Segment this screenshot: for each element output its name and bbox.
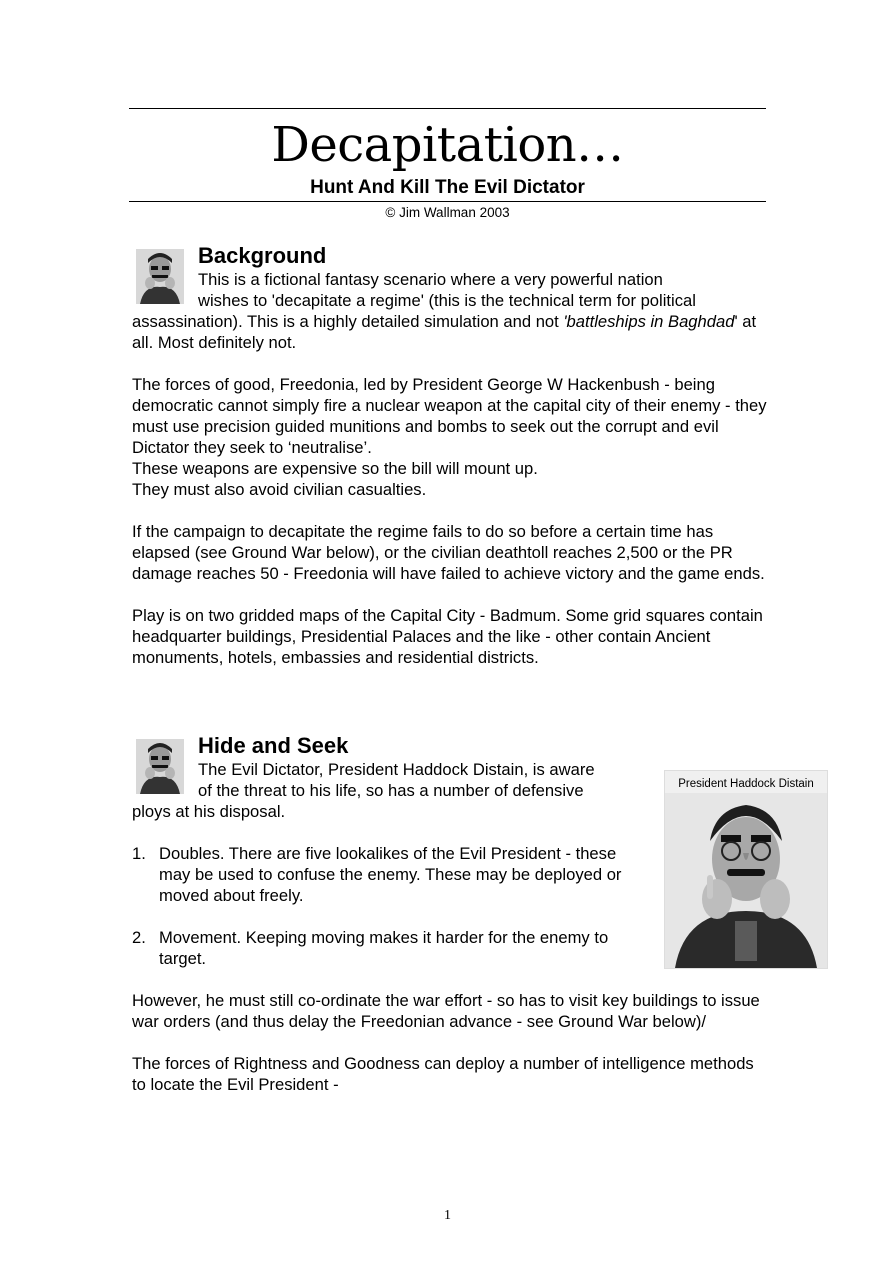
defensive-ploys-list: [132, 843, 642, 969]
hide-line-2: of the threat to his life, so has a number of defensive: [198, 781, 584, 800]
hide-and-seek-heading: Hide and Seek: [198, 733, 349, 758]
author-portrait-icon: [136, 249, 184, 304]
dictator-portrait-image: [665, 771, 827, 968]
list-item: [132, 843, 642, 906]
list-item: [132, 927, 642, 969]
background-header: [132, 243, 772, 311]
background-paragraph-2c: They must also avoid civilian casualties.: [132, 480, 427, 499]
hide-paragraph-2: However, he must still co-ordinate the war effort - so has to visit key buildings to issue war orders (and thus delay the Freedonian advance - see Ground War below)/: [132, 991, 760, 1031]
hide-line-3: ploys at his disposal.: [132, 802, 286, 821]
copyright-notice: © Jim Wallman 2003: [385, 205, 510, 220]
background-heading: Background: [198, 243, 327, 268]
background-line-3: [132, 311, 772, 353]
dictator-photo: [664, 770, 828, 969]
background-paragraph-3: If the campaign to decapitate the regime fails to do so before a certain time has elapsed (see Ground War below), or the civilian deathtoll reaches 2,500 or the PR damage reaches 50 - Freedonia will have failed to achieve victory and the game ends.: [132, 522, 765, 583]
background-line-1: This is a fictional fantasy scenario where a very powerful nation: [198, 270, 663, 289]
background-paragraph-4: Play is on two gridded maps of the Capital City - Badmum. Some grid squares contain headquarter buildings, Presidential Palaces and the like - other contain Ancient monuments, hotels, embassies and residential districts.: [132, 606, 763, 667]
document-subtitle: Hunt And Kill The Evil Dictator: [310, 177, 585, 198]
author-portrait-icon: [136, 739, 184, 794]
list-number: 2.: [132, 928, 146, 947]
background-section: [132, 243, 772, 668]
background-paragraph-2b: These weapons are expensive so the bill will mount up.: [132, 459, 538, 478]
background-line-3-tail: ' at all. Most definitely not.: [132, 312, 757, 352]
background-line-2: wishes to 'decapitate a regime' (this is the technical term for political: [198, 291, 696, 310]
background-paragraph-2: The forces of good, Freedonia, led by President George W Hackenbush - being democratic cannot simply fire a nuclear weapon at the capital city of their enemy - they must use precision guided munitions and bombs to seek out the corrupt and evil Dictator they seek to ‘neutralise’.: [132, 375, 767, 457]
subtitle-rule: [129, 201, 766, 202]
background-italic-phrase: 'battleships in Baghdad: [563, 312, 735, 331]
top-rule: [129, 108, 766, 109]
list-item-text: Doubles. There are five lookalikes of the Evil President - these may be used to confuse the enemy. These may be deployed or moved about freely.: [159, 844, 622, 905]
page-number: 1: [444, 1208, 451, 1223]
hide-paragraph-3: The forces of Rightness and Goodness can deploy a number of intelligence methods to locate the Evil President -: [132, 1054, 754, 1094]
list-item-text: Movement. Keeping moving makes it harder for the enemy to target.: [159, 928, 609, 968]
photo-caption: President Haddock Distain: [678, 778, 814, 790]
background-line-3-text: assassination). This is a highly detailed simulation and not: [132, 312, 564, 331]
hide-line-1: The Evil Dictator, President Haddock Distain, is aware: [198, 760, 595, 779]
document-title: Decapitation…: [271, 117, 624, 173]
list-number: 1.: [132, 844, 146, 863]
